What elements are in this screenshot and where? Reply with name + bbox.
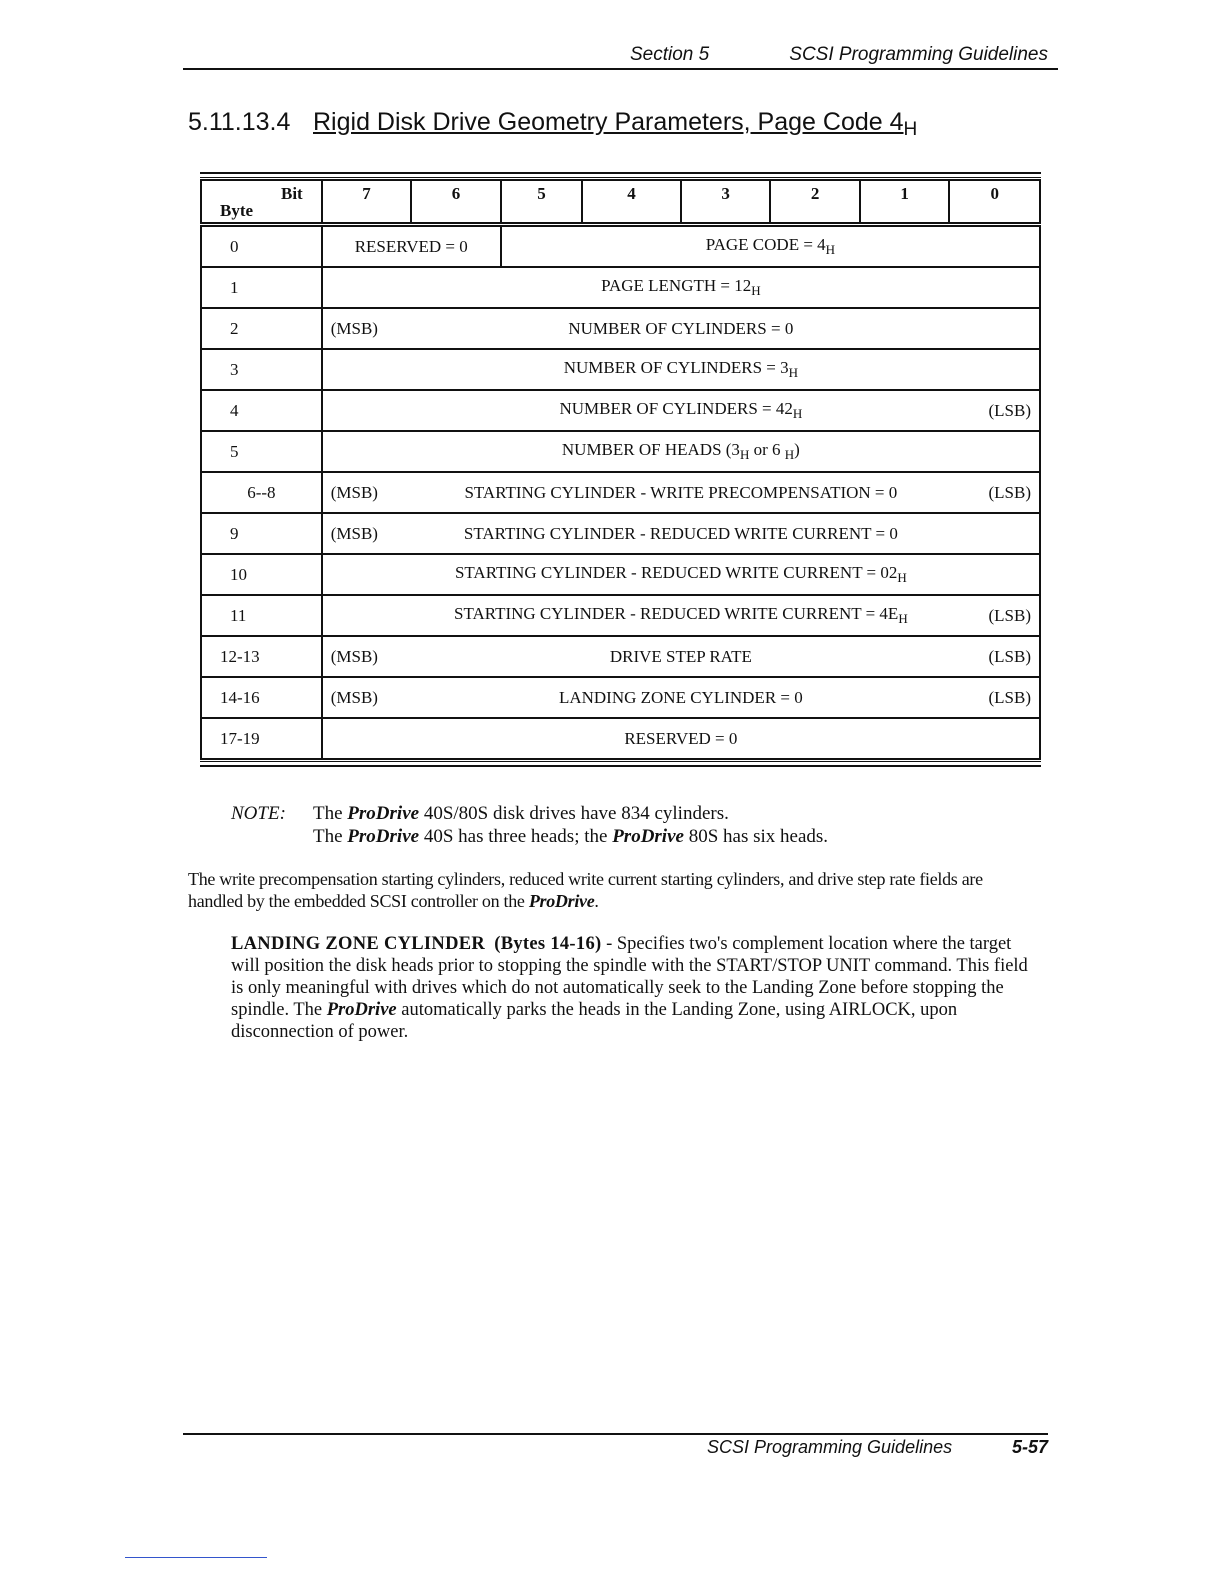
running-footer [183, 1433, 1048, 1457]
heading-title: Rigid Disk Drive Geometry Parameters, Page Code $4_H$ [313, 108, 918, 140]
bit-5: 5 [501, 180, 582, 225]
field-cell: NUMBER OF CYLINDERS = $42_H$ (LSB) [322, 390, 1040, 431]
reserved-field: RESERVED = 0 [322, 225, 501, 268]
bit-3: 3 [681, 180, 771, 225]
controller-paragraph: The write precompensation starting cylinders, reduced write current starting cylinders, and drive step rate fields are handled by the embedded SCSI controller on the ProDrive. [188, 869, 983, 911]
table-row [201, 718, 1040, 759]
bit-0: 0 [949, 180, 1040, 225]
note-label: NOTE: [231, 803, 286, 824]
landing-zone-paragraph: LANDING ZONE CYLINDER (Bytes 14-16) - Specifies two's complement location where the target will position the disk heads prior to stopping the spindle with the START/STOP UNIT command. This field is only meaningful with drives which do not automatically seek to the Landing Zone before stopping the spindle. The ProDrive automatically parks the heads in the Landing Zone, using AIRLOCK, upon disconnection of power. [231, 934, 1028, 1042]
byte-number: 12-13 [201, 636, 322, 677]
header-section: Section 5 [630, 44, 710, 65]
field-cell: NUMBER OF HEADS ($3_H$ or 6 $_H$) [322, 431, 1040, 472]
header-title: SCSI Programming Guidelines [789, 44, 1048, 65]
byte-number: 1 [201, 267, 322, 308]
field-cell: NUMBER OF CYLINDERS = $3_H$ [322, 349, 1040, 390]
page-code-field: PAGE CODE = $4_H$ [501, 225, 1040, 268]
note-line-2: The ProDrive 40S has three heads; the ProDrive 80S has six heads. [313, 826, 829, 847]
byte-number: 14-16 [201, 677, 322, 718]
field-cell: (MSB) STARTING CYLINDER - REDUCED WRITE CURRENT = 0 [322, 513, 1040, 554]
table-row [201, 225, 1040, 268]
bit-6: 6 [411, 180, 501, 225]
bit-7: 7 [322, 180, 412, 225]
bit-2: 2 [770, 180, 860, 225]
byte-number: 11 [201, 595, 322, 636]
byte-number: 17-19 [201, 718, 322, 759]
bit-4: 4 [582, 180, 681, 225]
field-cell: (MSB) NUMBER OF CYLINDERS = 0 [322, 308, 1040, 349]
field-cell: (MSB) LANDING ZONE CYLINDER = 0 (LSB) [322, 677, 1040, 718]
field-cell: PAGE LENGTH = $12_H$ [322, 267, 1040, 308]
table-row [201, 431, 1040, 472]
note-line-1: The ProDrive 40S/80S disk drives have 834 cylinders. [313, 803, 729, 824]
byte-number: 4 [201, 390, 322, 431]
section-heading [188, 108, 917, 141]
table-row [201, 595, 1040, 636]
table-row [201, 677, 1040, 718]
field-cell: STARTING CYLINDER - REDUCED WRITE CURRENT = $4E_H$ (LSB) [322, 595, 1040, 636]
table-row [201, 308, 1040, 349]
byte-number: 6--8 [201, 472, 322, 513]
byte-number: 10 [201, 554, 322, 595]
table-row [201, 513, 1040, 554]
field-cell: (MSB) STARTING CYLINDER - WRITE PRECOMPENSATION = 0 (LSB) [322, 472, 1040, 513]
bit-header-row [201, 180, 1040, 225]
byte-number: 3 [201, 349, 322, 390]
byte-number: 0 [201, 225, 322, 268]
byte-number: 9 [201, 513, 322, 554]
table-row [201, 636, 1040, 677]
table-row [201, 390, 1040, 431]
bit-byte-corner: Bit Byte [201, 180, 322, 225]
field-cell: STARTING CYLINDER - REDUCED WRITE CURRENT = $02_H$ [322, 554, 1040, 595]
table-row [201, 554, 1040, 595]
field-cell: (MSB) DRIVE STEP RATE (LSB) [322, 636, 1040, 677]
scan-artifact-line [125, 1557, 267, 1558]
bit-1: 1 [860, 180, 950, 225]
footer-title: SCSI Programming Guidelines [707, 1437, 953, 1457]
heading-number: 5.11.13.4 [188, 108, 291, 136]
byte-number: 2 [201, 308, 322, 349]
byte-number: 5 [201, 431, 322, 472]
running-header [183, 42, 1058, 70]
table-row [201, 472, 1040, 513]
table-row [201, 267, 1040, 308]
mode-page-table [200, 172, 1041, 767]
field-cell: RESERVED = 0 [322, 718, 1040, 759]
page-number: 5-57 [1011, 1437, 1048, 1457]
table-row [201, 349, 1040, 390]
